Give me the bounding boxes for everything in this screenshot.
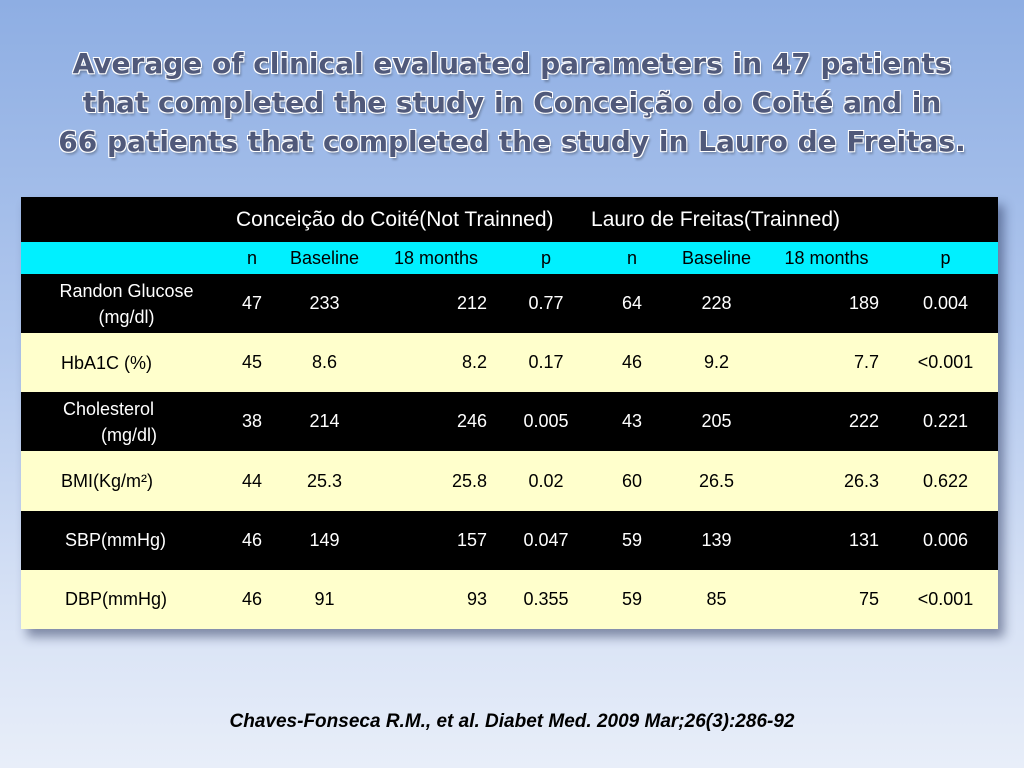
table-cell: 157	[456, 529, 487, 550]
table-cell: 75	[858, 588, 880, 609]
table-cell: 228	[701, 293, 732, 314]
table-cell: 8.6	[311, 352, 338, 373]
table-cell: 149	[309, 529, 340, 550]
column-header: 18 months	[393, 247, 479, 268]
table-row	[21, 274, 998, 333]
title-line: that completed the study in Conceição do Coité and in	[82, 86, 942, 119]
table-cell: 0.004	[923, 293, 969, 314]
row-label-line: SBP(mmHg)	[65, 530, 167, 551]
row-label	[21, 570, 226, 629]
group-header-empty	[21, 197, 226, 242]
table-cell: 59	[622, 588, 643, 609]
table-cell: 91	[314, 588, 335, 609]
table-cell: 59	[622, 529, 643, 550]
row-label	[21, 451, 226, 510]
row-label	[21, 333, 226, 392]
table-cell: 47	[241, 293, 263, 314]
table-cell: 26.5	[698, 470, 735, 491]
column-header-row	[21, 242, 998, 274]
table-cell: 222	[848, 411, 880, 432]
table-cell: 85	[706, 588, 727, 609]
row-label	[21, 274, 226, 333]
column-header: p	[940, 247, 951, 268]
slide-title	[0, 44, 1024, 161]
table-cell: 25.3	[306, 470, 343, 491]
table-cell: 205	[701, 411, 732, 432]
column-header-empty	[21, 242, 226, 274]
table-cell: 189	[848, 293, 880, 314]
table-cell: 46	[622, 352, 643, 373]
table-cell: 45	[241, 352, 263, 373]
citation: Chaves-Fonseca R.M., et al. Diabet Med. 2009 Mar;26(3):286-92	[229, 711, 795, 732]
table-cell: 0.047	[523, 529, 569, 550]
table-cell: 0.77	[528, 293, 564, 314]
table-cell: 0.005	[523, 411, 569, 432]
column-header: Baseline	[681, 247, 752, 268]
table-cell: 0.221	[923, 411, 969, 432]
table-cell: 0.355	[523, 588, 569, 609]
table-cell: 38	[241, 411, 263, 432]
column-header: n	[246, 247, 257, 268]
table-cell: 0.02	[528, 470, 564, 491]
group-header-row	[21, 197, 998, 242]
table-cell: 246	[456, 411, 487, 432]
table-row	[21, 511, 998, 570]
table-row	[21, 333, 998, 392]
table-cell: 46	[241, 529, 263, 550]
table-row	[21, 451, 998, 510]
row-label-line: (mg/dl)	[98, 306, 155, 327]
title-line: 66 patients that completed the study in Lauro de Freitas.	[58, 125, 966, 158]
column-header: n	[627, 247, 638, 268]
row-label-line: Cholesterol	[63, 398, 155, 419]
table-cell: 46	[241, 588, 263, 609]
table-cell: 0.17	[528, 352, 564, 373]
table-cell: 0.622	[923, 470, 969, 491]
table-cell: 139	[701, 529, 732, 550]
row-label-line: (mg/dl)	[101, 424, 158, 445]
table-cell: 93	[466, 588, 487, 609]
table-cell: 43	[622, 411, 643, 432]
row-label-line: HbA1C (%)	[61, 352, 153, 373]
table-cell: 8.2	[461, 352, 487, 373]
table-cell: 9.2	[704, 352, 730, 373]
column-header: p	[541, 247, 552, 268]
table-cell: <0.001	[917, 588, 974, 609]
table-cell: 233	[309, 293, 340, 314]
row-label-line: DBP(mmHg)	[65, 589, 167, 610]
group-header-lauro: Lauro de Freitas(Trainned)	[591, 207, 841, 231]
table-cell: 0.006	[923, 529, 969, 550]
row-label	[21, 392, 226, 451]
table-row	[21, 392, 998, 451]
title-line: Average of clinical evaluated parameters in 47 patients	[72, 47, 952, 80]
table-cell: 44	[241, 470, 263, 491]
table-cell: 7.7	[853, 352, 880, 373]
group-header-conceicao: Conceição do Coité(Not Trainned)	[236, 207, 554, 231]
table-cell: 212	[456, 293, 487, 314]
table-cell: 64	[622, 293, 643, 314]
row-label	[21, 511, 226, 570]
table-cell: 214	[309, 411, 340, 432]
table-cell: 60	[622, 470, 643, 491]
column-header: Baseline	[289, 247, 360, 268]
results-table	[21, 197, 998, 629]
table-cell: 131	[848, 529, 880, 550]
column-header: 18 months	[784, 247, 869, 268]
table-row	[21, 570, 998, 629]
table-cell: 26.3	[843, 470, 880, 491]
table-cell: 25.8	[451, 470, 487, 491]
row-label-line: BMI(Kg/m²)	[61, 471, 153, 492]
table-cell: <0.001	[917, 352, 974, 373]
row-label-line: Randon Glucose	[59, 280, 194, 301]
